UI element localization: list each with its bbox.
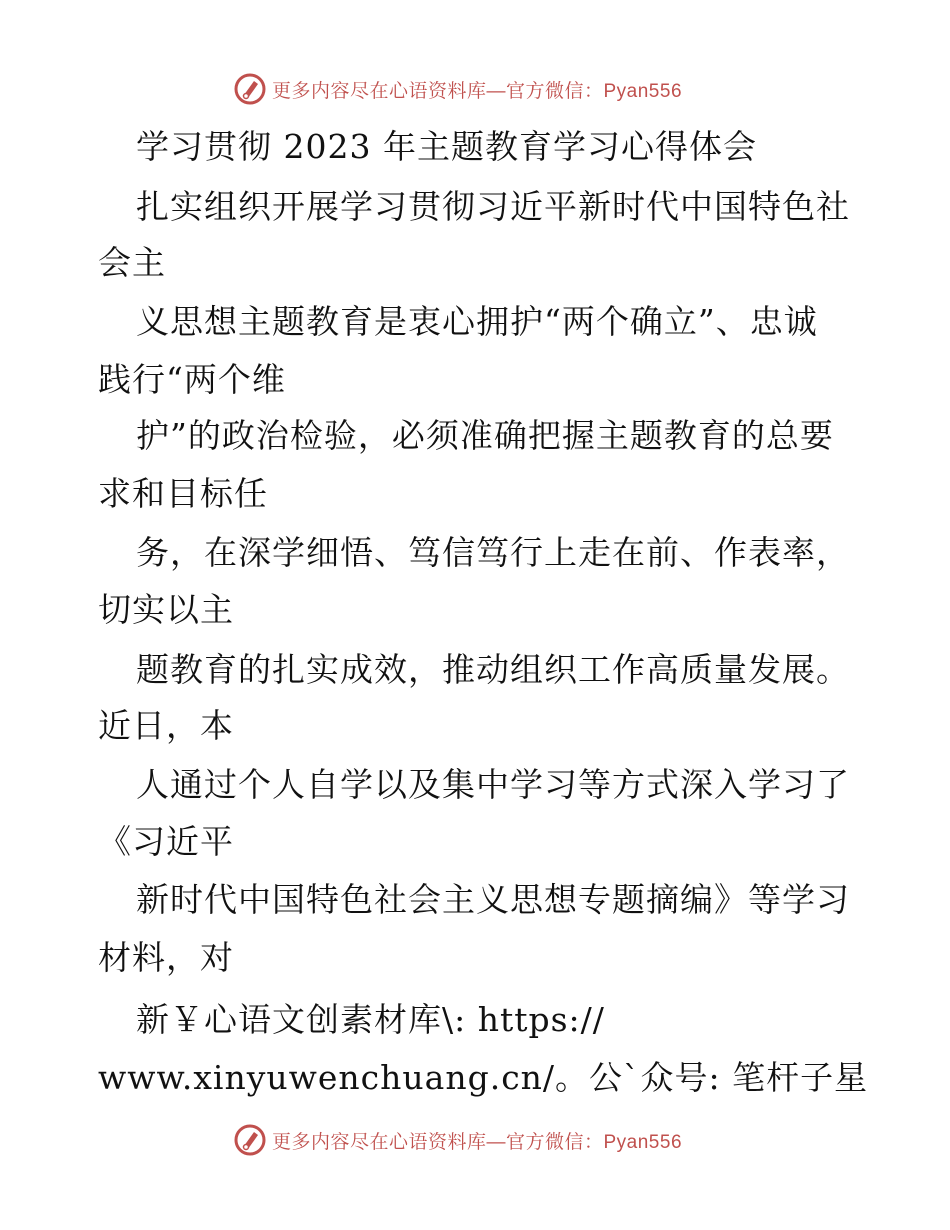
text-line: 材料，对 <box>98 938 234 977</box>
text-line: 人通过个人自学以及集中学习等方式深入学习了 <box>136 765 850 804</box>
text-line: 务，在深学细悟、笃信笃行上走在前、作表率， <box>136 533 850 572</box>
text-line: 题教育的扎实成效，推动组织工作高质量发展。 <box>136 650 850 689</box>
text-line: 义思想主题教育是衷心拥护“两个确立”、忠诚 <box>136 302 818 341</box>
text-line: 求和目标任 <box>98 474 268 513</box>
text-line: 护”的政治检验，必须准确把握主题教育的总要 <box>136 416 834 455</box>
text-line: 践行“两个维 <box>98 360 286 399</box>
pen-logo-icon <box>234 73 266 105</box>
text-line: 新时代中国特色社会主义思想专题摘编》等学习 <box>136 880 850 919</box>
footer-watermark <box>234 1123 682 1157</box>
text-line: 近日，本 <box>98 706 234 745</box>
text-line: 会主 <box>98 243 166 282</box>
watermark-text: 更多内容尽在心语资料库—官方微信：Pyan556 <box>272 1131 683 1153</box>
header-watermark <box>234 72 682 106</box>
text-line: 新￥心语文创素材库\: https:// <box>136 1000 605 1039</box>
text-line: 扎实组织开展学习贯彻习近平新时代中国特色社 <box>136 187 850 226</box>
text-line: 《习近平 <box>98 822 234 861</box>
doc-title: 学习贯彻 2023 年主题教育学习心得体会 <box>136 127 757 166</box>
text-line: www.xinyuwenchuang.cn/。公`众号: 笔杆子星 <box>98 1058 869 1097</box>
watermark-text: 更多内容尽在心语资料库—官方微信：Pyan556 <box>272 80 683 102</box>
text-line: 切实以主 <box>98 590 234 629</box>
pen-logo-icon <box>234 1124 266 1156</box>
